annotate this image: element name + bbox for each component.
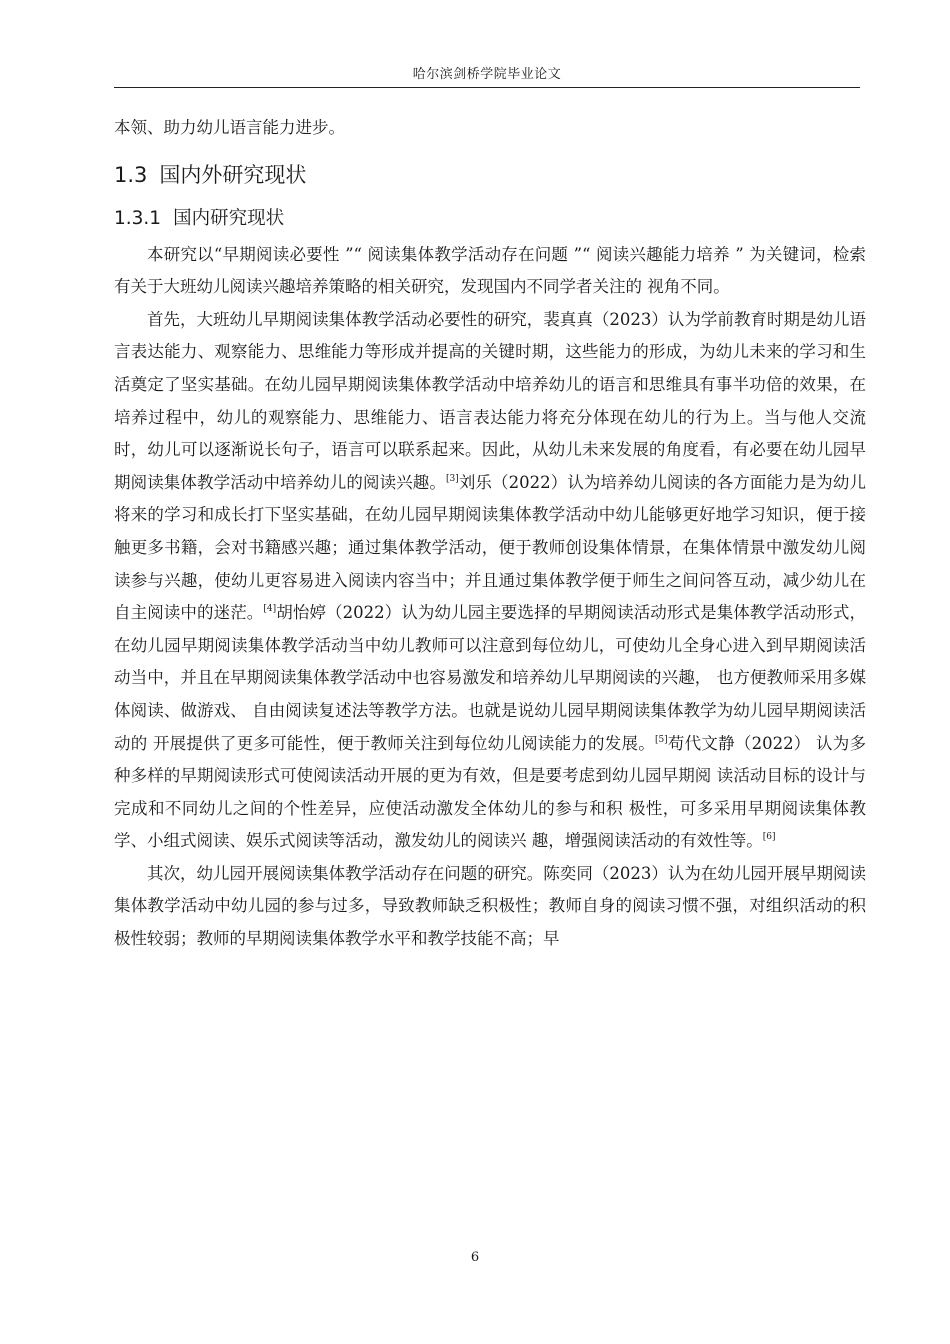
- citation-ref: [5]: [654, 734, 668, 745]
- subsection-number: 1.3.1: [114, 207, 162, 229]
- paragraph-text: 胡怡婷（2022）认为幼儿园主要选择的早期阅读活动形式是集体教学活动形式，在幼儿园早期阅读集体教学活动当中幼儿教师可以注意到每位幼儿，可使幼儿全身心进入到早期阅读活动当中，并且在早期阅读集体教学活动中也容易激发和培养幼儿早期阅读的兴趣， 也方便教师采用多媒体阅读、做游戏、 自由阅读复述法等教学方法。也就是说幼儿园早期阅读集体教学为幼儿园早期阅读活动的 开展提供了更多可能性，便于教师关注到每位幼儿阅读能力的发展。: [114, 603, 866, 753]
- paragraph-text: 苟代文静（2022） 认为多种多样的早期阅读形式可使阅读活动开展的更为有效，但是要考虑到幼儿园早期阅 读活动目标的设计与完成和不同幼儿之间的个性差异，应使活动激发全体幼儿的参与和积 极性，可多采用早期阅读集体教学、小组式阅读、娱乐式阅读等活动，激发幼儿的阅读兴 趣，增强阅读活动的有效性等。: [114, 733, 866, 851]
- paragraph-necessity: [114, 304, 866, 858]
- carryover-text: 本领、助力幼儿语言能力进步。: [114, 118, 345, 137]
- citation-ref: [3]: [445, 473, 459, 484]
- running-header: 哈尔滨剑桥学院毕业论文: [412, 67, 562, 82]
- paragraph-text: 刘乐（2022）认为培养幼儿阅读的各方面能力是为幼儿将来的学习和成长打下坚实基础，在幼儿园早期阅读集体教学活动中幼儿能够更好地学习知识，便于接触更多书籍，会对书籍感兴趣；通过集体教学活动，便于教师创设集体情景，在集体情景中激发幼儿阅读参与兴趣，使幼儿更容易进入阅读内容当中；并且通过集体教学便于师生之间问答互动，减少幼儿在自主阅读中的迷茫。: [114, 472, 866, 623]
- citation-ref: [6]: [762, 832, 776, 843]
- page-body: [114, 112, 866, 956]
- subsection-title: 国内研究现状: [173, 207, 285, 229]
- citation-ref: [4]: [263, 604, 277, 615]
- subsection-heading: [114, 205, 866, 233]
- section-heading: [114, 161, 866, 189]
- page-number: 6: [470, 1250, 480, 1265]
- paragraph-problems: 其次，幼儿园开展阅读集体教学活动存在问题的研究。陈奕同（2023）认为在幼儿园开展早期阅读集体教学活动中幼儿园的参与过多，导致教师缺乏积极性；教师自身的阅读习惯不强，对组织活动的积极性较弱；教师的早期阅读集体教学水平和教学技能不高；早: [114, 863, 866, 949]
- paragraph-keywords: 本研究以“早期阅读必要性 ”“ 阅读集体教学活动存在问题 ”“ 阅读兴趣能力培养 ” 为关键词，检索有关于大班幼儿阅读兴趣培养策略的相关研究，发现国内不同学者关注的 视角不同。: [114, 244, 866, 297]
- section-number: 1.3: [114, 162, 148, 187]
- section-title: 国内外研究现状: [159, 162, 307, 187]
- paragraph-text: 首先，大班幼儿早期阅读集体教学活动必要性的研究，裴真真（2023）认为学前教育时期是幼儿语言表达能力、观察能力、思维能力等形成并提高的关键时期，这些能力的形成，为幼儿未来的学习和生活奠定了坚实基础。在幼儿园早期阅读集体教学活动中培养幼儿的语言和思维具有事半功倍的效果，在培养过程中，幼儿的观察能力、思维能力、语言表达能力将充分体现在幼儿的行为上。当与他人交流时，幼儿可以逐渐说长句子，语言可以联系起来。因此，从幼儿未来发展的角度看，有必要在幼儿园早期阅读集体教学活动中培养幼儿的阅读兴趣。: [114, 309, 866, 492]
- header-rule: [114, 87, 860, 88]
